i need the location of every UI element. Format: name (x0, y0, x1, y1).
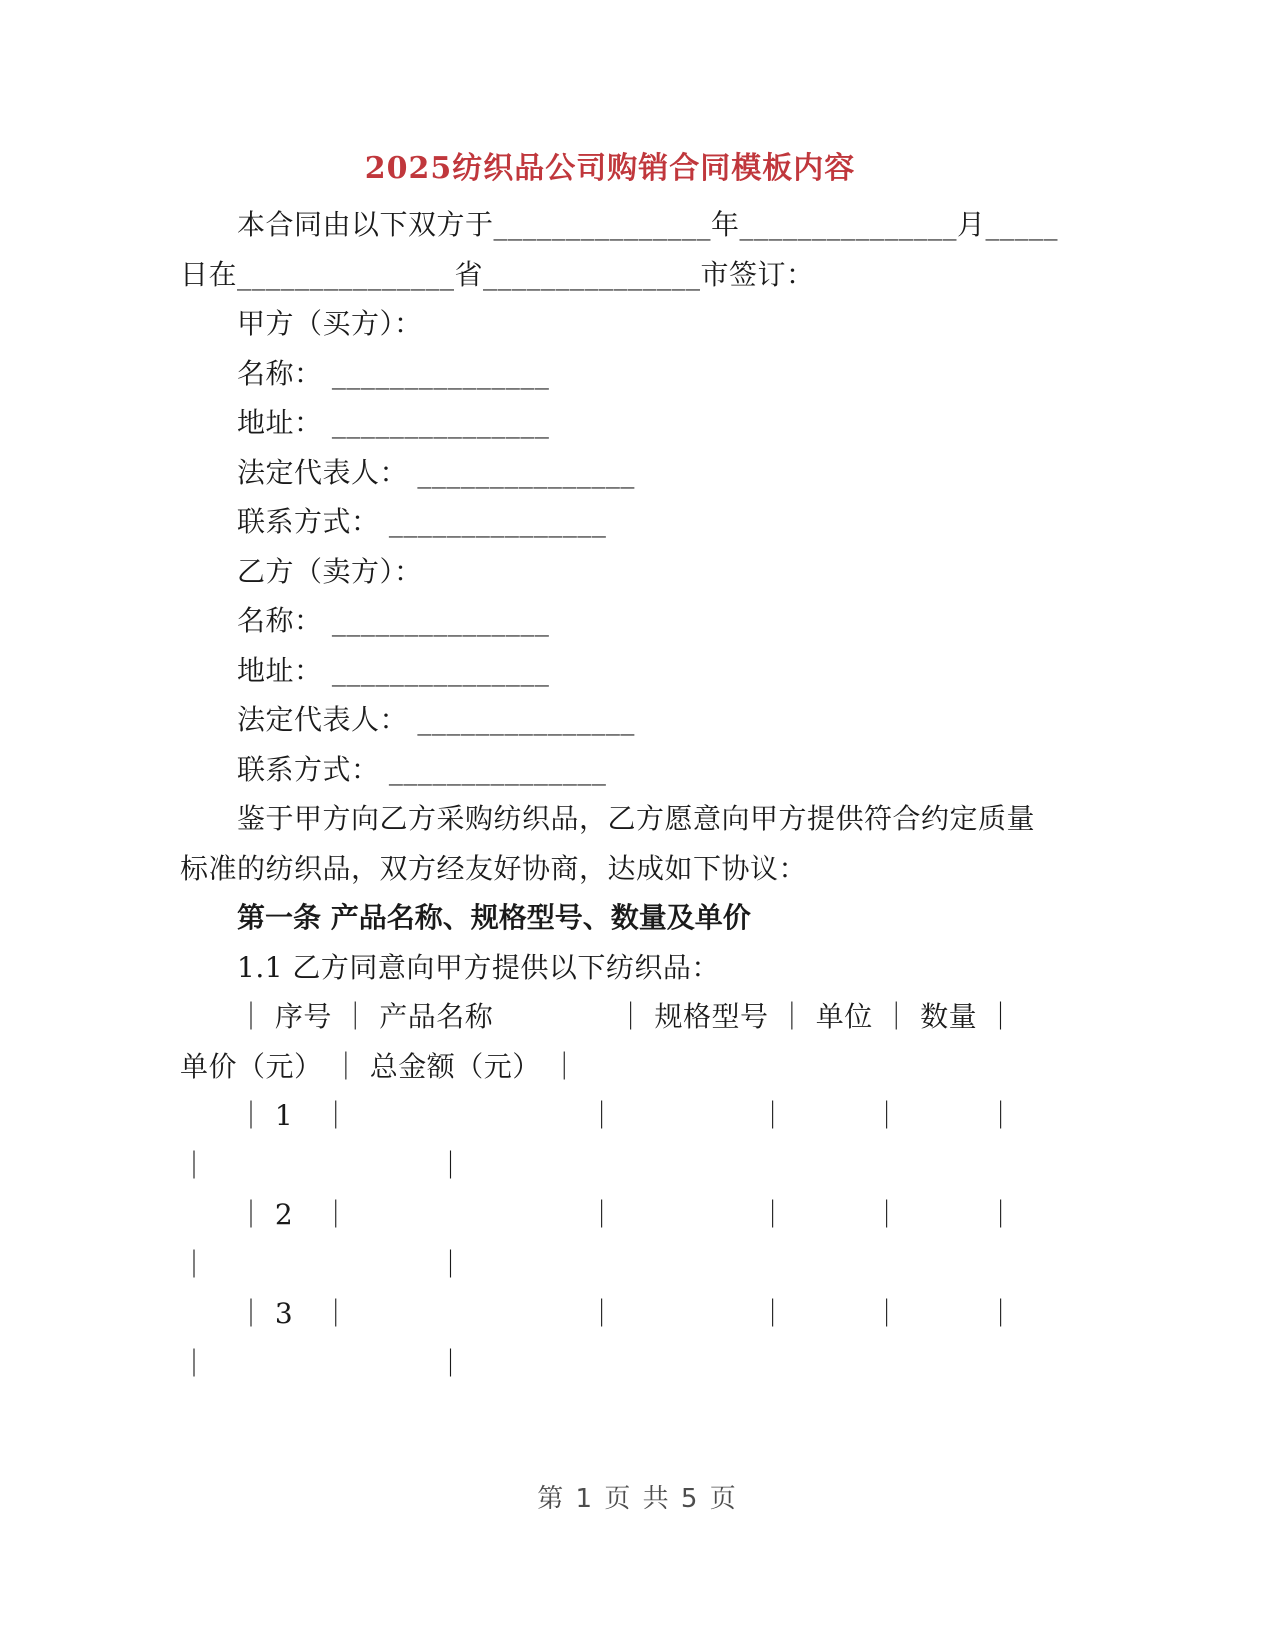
party-a-address-field: 地址： _______________ (237, 406, 550, 439)
table-row-2: ｜ 2 ｜ ｜ ｜ ｜ ｜ (237, 1198, 1016, 1231)
table-row-1-wrap: ｜ ｜ (180, 1148, 466, 1182)
table-row-2-wrap: ｜ ｜ (180, 1247, 466, 1281)
clause-1-1: 1.1 乙方同意向甲方提供以下纺织品： (237, 950, 720, 984)
party-a-contact-field: 联系方式： _______________ (237, 505, 607, 538)
table-row-3: ｜ 3 ｜ ｜ ｜ ｜ ｜ (237, 1297, 1016, 1330)
intro-place-line: 日在_______________省_______________市签订： (180, 257, 815, 291)
page-title: 2025纺织品公司购销合同模板内容 (364, 151, 856, 186)
intro-date-line: 本合同由以下双方于_______________年_______________月_____ (237, 208, 1059, 241)
party-b-address-field: 地址： _______________ (237, 653, 550, 687)
table-row-3-wrap: ｜ ｜ (180, 1346, 466, 1380)
document-body (180, 200, 1059, 1388)
table-header-line-1: ｜ 序号 ｜ 产品名称 ｜ 规格型号 ｜ 单位 ｜ 数量 ｜ (237, 1000, 1016, 1033)
recital-line-2: 标准的纺织品，双方经友好协商，达成如下协议： (180, 851, 808, 885)
document-content (180, 144, 1059, 1388)
table-row-1: ｜ 1 ｜ ｜ ｜ ｜ ｜ (237, 1099, 1016, 1132)
party-b-legal-rep-field: 法定代表人： _______________ (237, 703, 635, 736)
party-a-name-field: 名称： _______________ (237, 356, 550, 390)
party-a-heading: 甲方（买方）： (237, 307, 423, 340)
party-b-heading: 乙方（卖方）： (237, 554, 423, 588)
party-b-name-field: 名称： _______________ (237, 604, 550, 637)
recital-line-1: 鉴于甲方向乙方采购纺织品，乙方愿意向甲方提供符合约定质量 (237, 802, 1036, 835)
article-1-heading: 第一条 产品名称、规格型号、数量及单价 (237, 901, 751, 934)
party-a-legal-rep-field: 法定代表人： _______________ (237, 455, 635, 489)
table-header-line-2: 单价（元） ｜ 总金额（元） ｜ (180, 1049, 579, 1083)
page-footer: 第 1 页 共 5 页 (537, 1484, 738, 1514)
party-b-contact-field: 联系方式： _______________ (237, 752, 607, 786)
